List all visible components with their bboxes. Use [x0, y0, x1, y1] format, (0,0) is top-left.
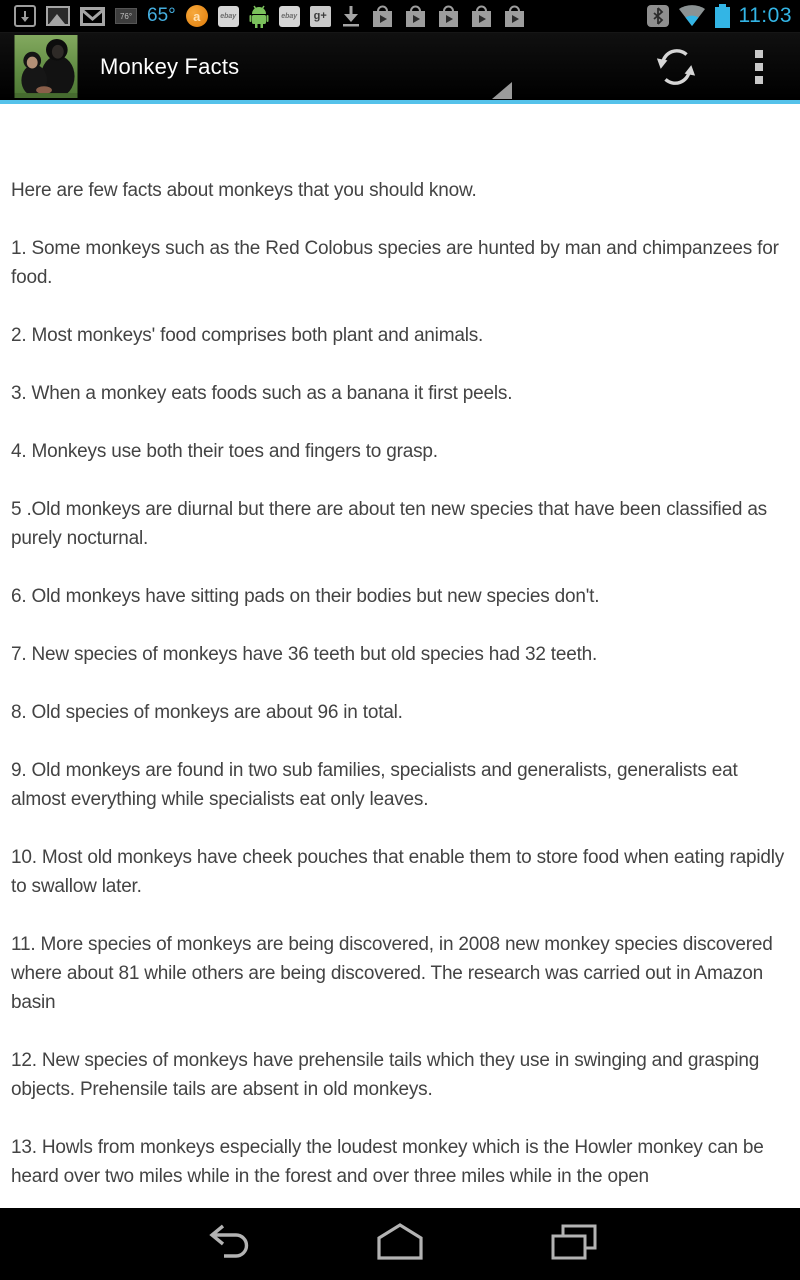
- fact-paragraph: 12. New species of monkeys have prehensile tails which they use in swinging and grasping objects. Prehensile tails are absent in old monkeys.: [11, 1050, 760, 1100]
- play-store-icon: [371, 4, 394, 29]
- facts-article[interactable]: [0, 104, 800, 1208]
- play-store-icon: [503, 4, 526, 29]
- fact-paragraph: 6. Old monkeys have sitting pads on their bodies but new species don't.: [11, 586, 600, 607]
- recents-button[interactable]: [548, 1220, 600, 1264]
- battery-icon: [715, 7, 730, 28]
- android-robot-icon: [249, 4, 269, 28]
- spinner-dropdown-indicator[interactable]: [492, 82, 512, 99]
- fact-paragraph: 9. Old monkeys are found in two sub families, specialists and generalists, generalists eat almost everything while specialists eat only leaves.: [11, 760, 738, 810]
- refresh-button[interactable]: [653, 44, 699, 90]
- ebay-icon: ebay: [279, 6, 300, 27]
- overflow-menu-icon[interactable]: [751, 46, 767, 88]
- google-plus-icon: g+: [310, 6, 331, 27]
- fact-paragraph: 5 .Old monkeys are diurnal but there are about ten new species that have been classified as purely nocturnal.: [11, 499, 767, 549]
- fact-paragraph: 2. Most monkeys' food comprises both plant and animals.: [11, 325, 484, 346]
- fact-paragraph: 8. Old species of monkeys are about 96 in total.: [11, 702, 403, 723]
- fact-paragraph: 11. More species of monkeys are being discovered, in 2008 new monkey species discovered where about 81 while others are being discovered. The research was carried out in Amazon basin: [11, 934, 773, 1013]
- notification-icons: [0, 4, 526, 29]
- wifi-icon: [678, 4, 706, 28]
- gmail-icon: [80, 7, 105, 26]
- fact-paragraph: 13. Howls from monkeys especially the loudest monkey which is the Howler monkey can be heard over two miles while in the forest and over three miles while in the open: [11, 1137, 764, 1187]
- fact-paragraph: Here are few facts about monkeys that you should know.: [11, 180, 477, 201]
- fact-paragraph: 4. Monkeys use both their toes and fingers to grasp.: [11, 441, 438, 462]
- fact-paragraph: 7. New species of monkeys have 36 teeth but old species had 32 teeth.: [11, 644, 598, 665]
- ebay-icon: ebay: [218, 6, 239, 27]
- page-title[interactable]: Monkey Facts: [100, 53, 240, 79]
- gallery-icon: [46, 6, 70, 26]
- app-icon-monkeys[interactable]: [14, 35, 78, 98]
- navigation-bar: [0, 1208, 800, 1276]
- bluetooth-icon: [647, 5, 669, 27]
- action-bar-actions: [653, 44, 800, 90]
- fact-paragraph: 10. Most old monkeys have cheek pouches that enable them to store food when eating rapidly to swallow later.: [11, 847, 785, 897]
- orange-app-icon: a: [186, 5, 208, 27]
- weather-widget-icon: 76°: [115, 8, 137, 24]
- clock: 11:03: [738, 4, 792, 27]
- fact-paragraph: 1. Some monkeys such as the Red Colobus species are hunted by man and chimpanzees for food.: [11, 238, 779, 288]
- play-store-icon: [470, 4, 493, 29]
- home-button[interactable]: [374, 1220, 426, 1264]
- fact-paragraph: 3. When a monkey eats foods such as a banana it first peels.: [11, 383, 513, 404]
- back-button[interactable]: [200, 1220, 252, 1264]
- download-box-icon: [14, 5, 36, 27]
- download-arrow-icon: [341, 5, 361, 27]
- action-bar: [0, 33, 800, 104]
- status-bar[interactable]: [0, 0, 800, 33]
- temperature-text: 65°: [147, 5, 176, 26]
- play-store-icon: [437, 4, 460, 29]
- system-status-icons: [647, 4, 800, 28]
- play-store-icon: [404, 4, 427, 29]
